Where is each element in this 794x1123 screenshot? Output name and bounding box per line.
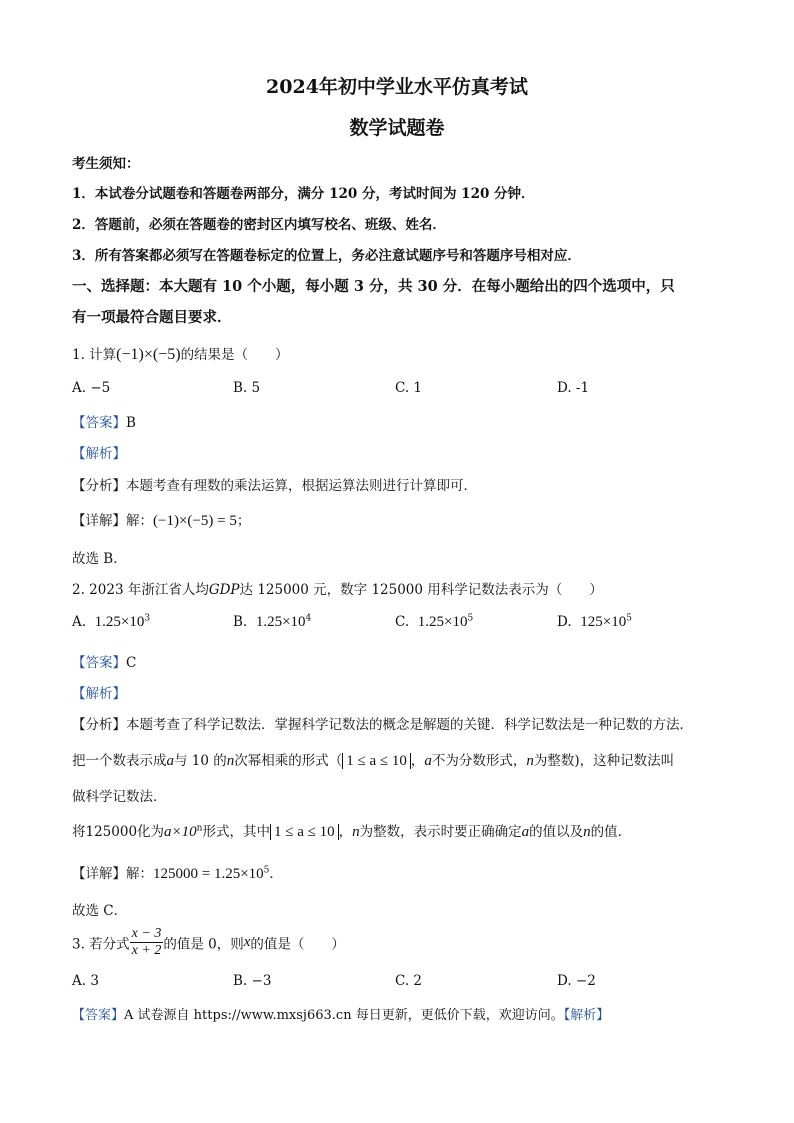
q1-answer-value: B: [126, 415, 136, 431]
q2-gdp: GDP: [208, 582, 240, 598]
notice-heading: 考生须知：: [72, 156, 140, 172]
q1-option-b: B. 5: [233, 380, 261, 396]
q3-option-a: A. 3: [72, 973, 99, 989]
detail-tag: 【详解】: [72, 513, 126, 529]
q2-analysis-tag: 【解析】: [72, 686, 126, 702]
q1-expression: (−1)×(−5): [116, 346, 181, 363]
q1-analysis-tag: 【解析】: [72, 446, 126, 462]
q2-answer: 【答案】C: [72, 655, 137, 671]
q1-option-a: A. −5: [72, 380, 111, 396]
q1-option-d: D. -1: [557, 380, 590, 396]
q2-fenxi-line3: 做科学记数法．: [72, 789, 167, 805]
q2-detail: 【详解】解：$125000 = 1.25\times 10^5$．: [72, 865, 283, 882]
q2-text-b: 达 125000 元，数字 125000 用科学记数法表示为（ ）: [239, 582, 603, 598]
q1-suffix: 的结果是（ ）: [180, 347, 289, 363]
analysis-tag: 【解析】: [563, 1008, 610, 1023]
q2-fenxi-line4: 将125000化为$a\times 10^n$形式，其中 1 ≤ a ≤ 10 ，n为整数，表示时要正确确定a的值以及n的值．: [72, 823, 632, 840]
q3-fraction: $\frac{x - 3}{x + 2}$: [131, 926, 162, 958]
q1-fenxi-text: 本题考查有理数的乘法运算，根据运算法则进行计算即可．: [126, 478, 477, 494]
q2-option-a: A. $1.25\times 10^3$: [72, 613, 151, 630]
notice-item-2: 2．答题前，必须在答题卷的密封区内填写校名、班级、姓名．: [72, 217, 446, 233]
q1-answer: [72, 411, 136, 431]
q1-conclusion: 故选 B．: [72, 551, 127, 567]
section1-line2: 有一项最符合题目要求．: [72, 309, 232, 326]
source-footer: 试卷源自 https://www.mxsj663.cn 每日更新，更低价下载，欢迎访问。: [137, 1008, 564, 1023]
q3-answer-line: 【答案】A 试卷源自 https://www.mxsj663.cn 每日更新，更低价下载，欢迎访问。【解析】: [72, 1008, 610, 1023]
q3-option-d: D. −2: [557, 973, 596, 989]
q2-fenxi: 【分析】本题考查了科学记数法．掌握科学记数法的概念是解题的关键．科学记数法是一种记数的方法．: [72, 717, 693, 733]
q1-fenxi: [72, 474, 477, 494]
q1-detail-suffix: ；: [236, 513, 251, 529]
notice-item-1: 1．本试卷分试题卷和答题卷两部分，满分 120 分，考试时间为 120 分钟．: [72, 186, 535, 202]
q2-text-a: 2. 2023 年浙江省人均: [72, 582, 209, 598]
q1-option-c: C. 1: [395, 380, 423, 396]
exam-subtitle: 数学试题卷: [349, 117, 445, 139]
notice-item-3: 3．所有答案都必须写在答题卷标定的位置上，务必注意试题序号和答题序号相对应．: [72, 248, 581, 264]
q2-fenxi-text: 本题考查了科学记数法．掌握科学记数法的概念是解题的关键．科学记数法是一种记数的方法．: [126, 717, 693, 733]
q2-conclusion: 故选 C．: [72, 903, 128, 919]
q2-option-c: C. $1.25\times 10^5$: [395, 613, 474, 630]
q2-option-d: D. $125\times 10^5$: [557, 613, 632, 630]
answer-tag: 【答案】: [72, 415, 126, 431]
exam-title: 2024年初中学业水平仿真考试: [266, 76, 528, 98]
q3-option-c: C. 2: [395, 973, 423, 989]
q2-option-b: B. $1.25\times 10^4$: [233, 613, 312, 630]
q1-detail-expr: (−1)×(−5) = 5: [153, 513, 237, 529]
section1-line1: 一、选择题：本大题有 10 个小题，每小题 3 分，共 30 分．在每小题给出的四个选项中，只: [72, 278, 675, 295]
q1-prefix: 1. 计算: [72, 347, 117, 363]
q1-detail-prefix: 解：: [126, 513, 153, 529]
fenxi-tag: 【分析】: [72, 478, 126, 494]
q2-stem: [72, 578, 603, 598]
q2-fenxi-line2: 把一个数表示成a与 10 的n次幂相乘的形式（ 1 ≤ a ≤ 10 ，a不为分数形式，n为整数)，这种记数法叫: [72, 753, 675, 769]
q2-answer-value: C: [126, 655, 137, 671]
q3-stem: 3. 若分式 $\frac{x - 3}{x + 2}$ 的值是 0，则x的值是（ ）: [72, 926, 345, 958]
q1-stem: [72, 343, 289, 364]
q3-option-b: B. −3: [233, 973, 272, 989]
q3-answer-value: A: [124, 1008, 134, 1023]
q1-detail: [72, 509, 250, 530]
